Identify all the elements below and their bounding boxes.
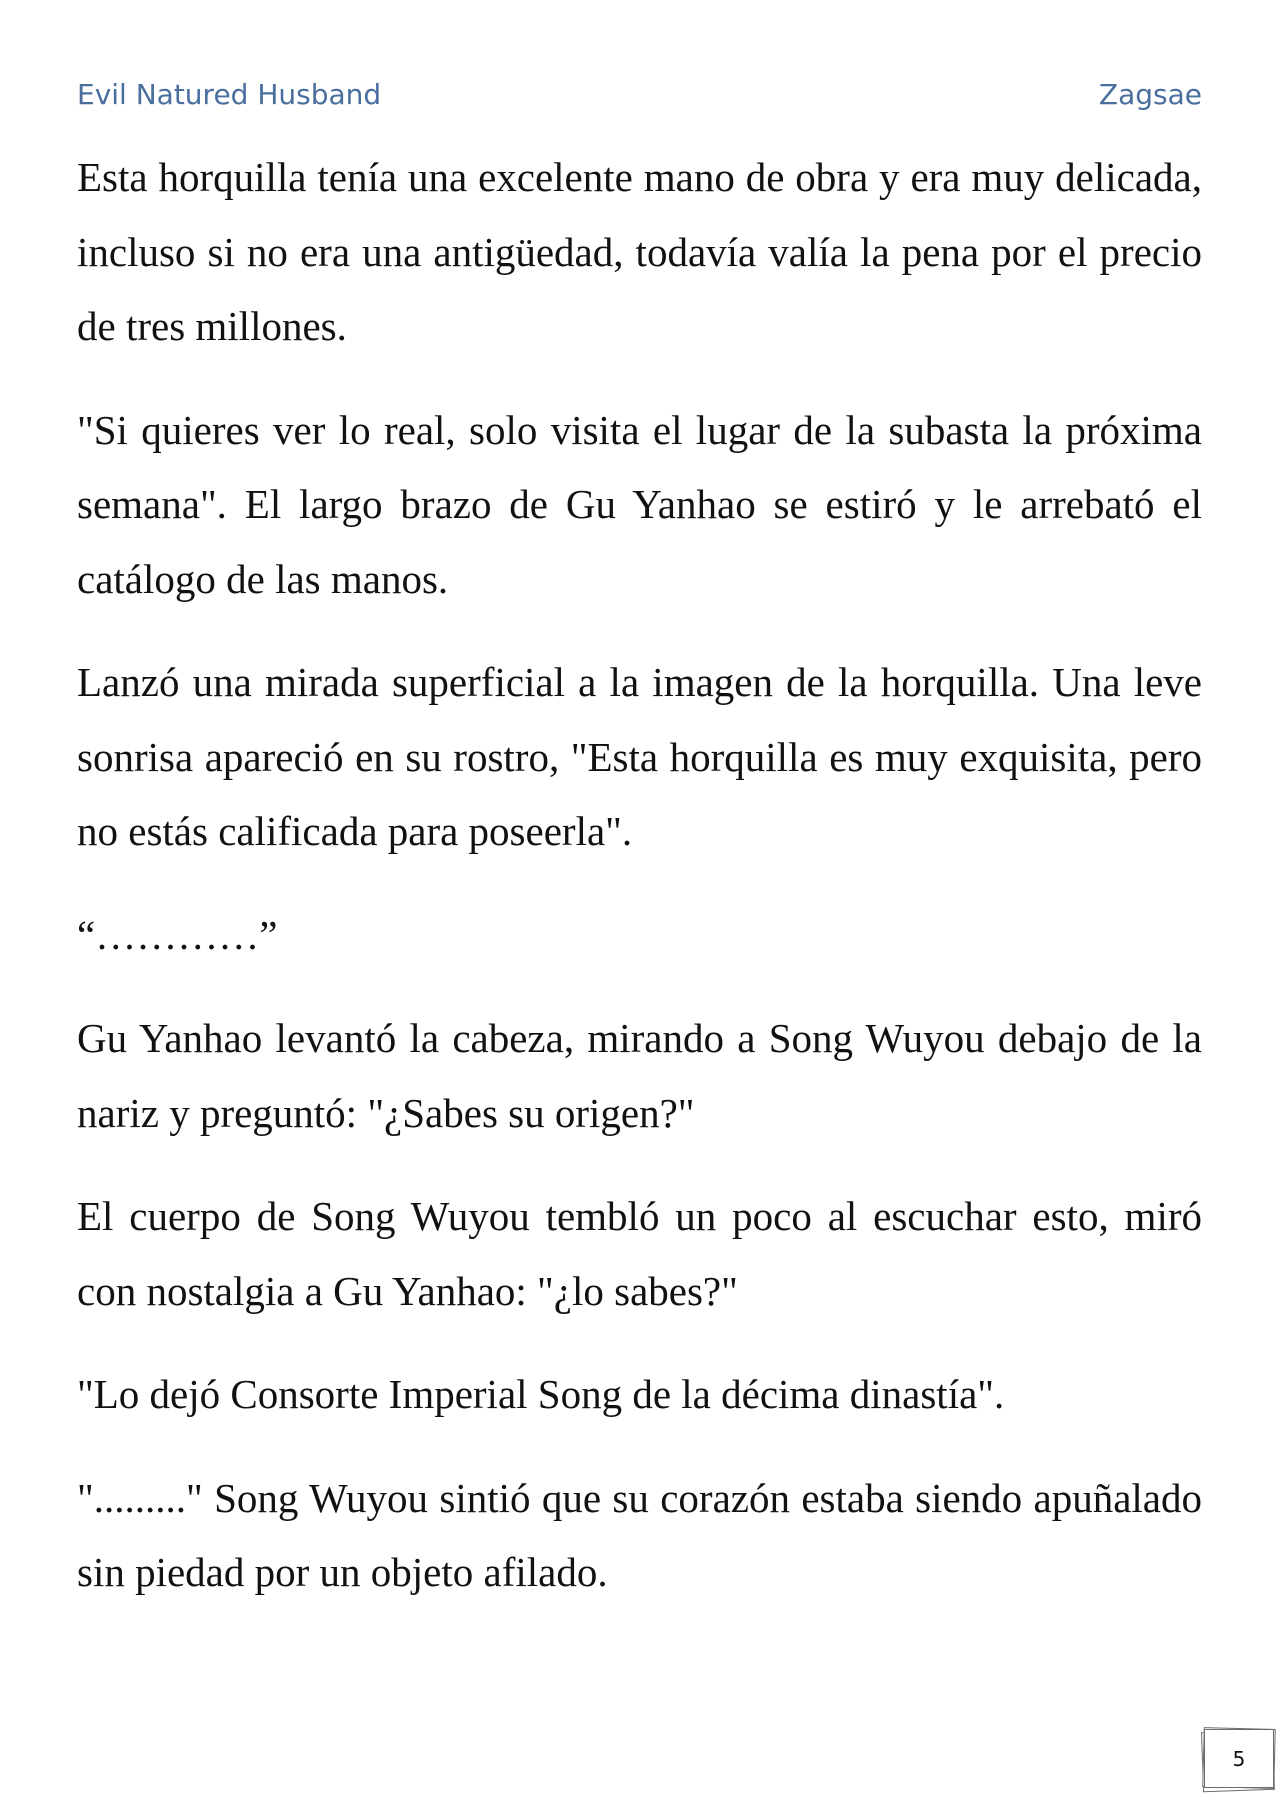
header-book-title: Evil Natured Husband bbox=[77, 78, 382, 111]
body-text bbox=[77, 140, 1202, 1639]
page-number-badge bbox=[1200, 1725, 1276, 1791]
paragraph: El cuerpo de Song Wuyou tembló un poco al escuchar esto, miró con nostalgia a Gu Yanhao: "¿lo sabes?" bbox=[77, 1193, 1202, 1314]
paragraph: Gu Yanhao levantó la cabeza, mirando a Song Wuyou debajo de la nariz y preguntó: "¿Sabes su origen?" bbox=[77, 1015, 1202, 1136]
paragraph: “…………” bbox=[77, 911, 278, 958]
paragraph: "Lo dejó Consorte Imperial Song de la décima dinastía". bbox=[77, 1371, 1005, 1417]
header-author: Zagsae bbox=[1098, 78, 1202, 111]
page-number: 5 bbox=[1204, 1729, 1274, 1788]
paragraph: "Si quieres ver lo real, solo visita el lugar de la subasta la próxima semana". El largo brazo de Gu Yanhao se estiró y le arrebató el catálogo de las manos. bbox=[77, 406, 1202, 602]
paragraph: Esta horquilla tenía una excelente mano de obra y era muy delicada, incluso si no era una antigüedad, todavía valía la pena por el precio de tres millones. bbox=[77, 154, 1202, 349]
page-header bbox=[77, 78, 1202, 122]
paragraph: Lanzó una mirada superficial a la imagen de la horquilla. Una leve sonrisa apareció en su rostro, "Esta horquilla es muy exquisita, pero no estás calificada para poseerla". bbox=[77, 659, 1202, 854]
paragraph: "........." Song Wuyou sintió que su corazón estaba siendo apuñalado sin piedad por un objeto afilado. bbox=[77, 1474, 1202, 1595]
